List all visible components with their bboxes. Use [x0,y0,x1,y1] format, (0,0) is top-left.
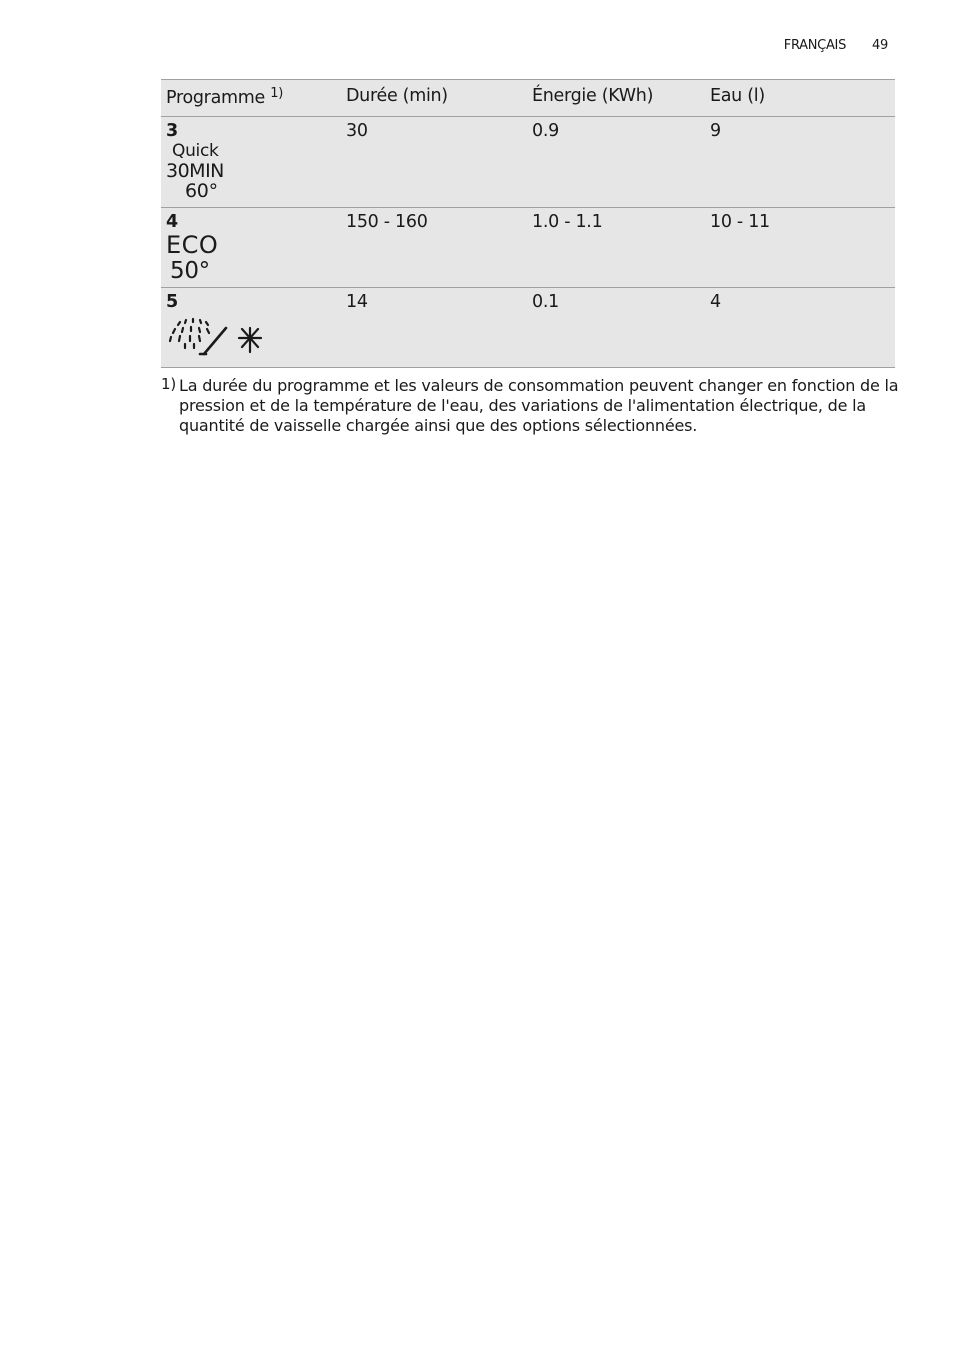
water-cell: 9 [705,117,895,208]
programme-number: 3 [166,121,178,141]
programme-number: 4 [166,212,178,232]
energy-cell: 0.9 [527,117,705,208]
table-row [161,208,895,288]
water-cell: 10 - 11 [705,208,895,288]
energy-cell: 1.0 - 1.1 [527,208,705,288]
quick-symbol-line1: Quick [172,141,219,161]
duration-cell: 150 - 160 [341,208,527,288]
header-energy: Énergie (KWh) [527,80,705,117]
footnote-text: La durée du programme et les valeurs de consommation peuvent changer en fonction de la pression et de la température de l'eau, des variations de l'alimentation électrique, de la quantité de vaisselle chargée ainsi que des options sélectionnées. [179,376,899,435]
eco-symbol-line2: 50° [170,258,210,284]
language-label: FRANÇAIS [783,38,847,53]
page-header [784,38,888,53]
table-header-row [161,80,895,117]
footnote [161,376,901,436]
table-row [161,288,895,368]
rinse-and-hold-icon [166,316,341,365]
quick-symbol-line3: 60° [185,180,218,202]
duration-cell: 14 [341,288,527,368]
footnote-ref: 1) [270,86,283,101]
table-row [161,117,895,208]
eco-symbol-line1: ECO [166,231,219,259]
programme-number: 5 [166,292,178,312]
page-number: 49 [872,38,888,53]
water-cell: 4 [705,288,895,368]
header-water: Eau (l) [705,80,895,117]
programme-cell [161,208,341,288]
duration-cell: 30 [341,117,527,208]
programme-table [161,79,895,368]
header-programme: Programme $^{1)}$ [161,80,341,117]
energy-cell: 0.1 [527,288,705,368]
footnote-marker: 1) [161,375,176,393]
programme-cell [161,288,341,368]
quick-symbol-line2: 30MIN [166,160,224,182]
programme-cell [161,117,341,208]
header-duration: Durée (min) [341,80,527,117]
